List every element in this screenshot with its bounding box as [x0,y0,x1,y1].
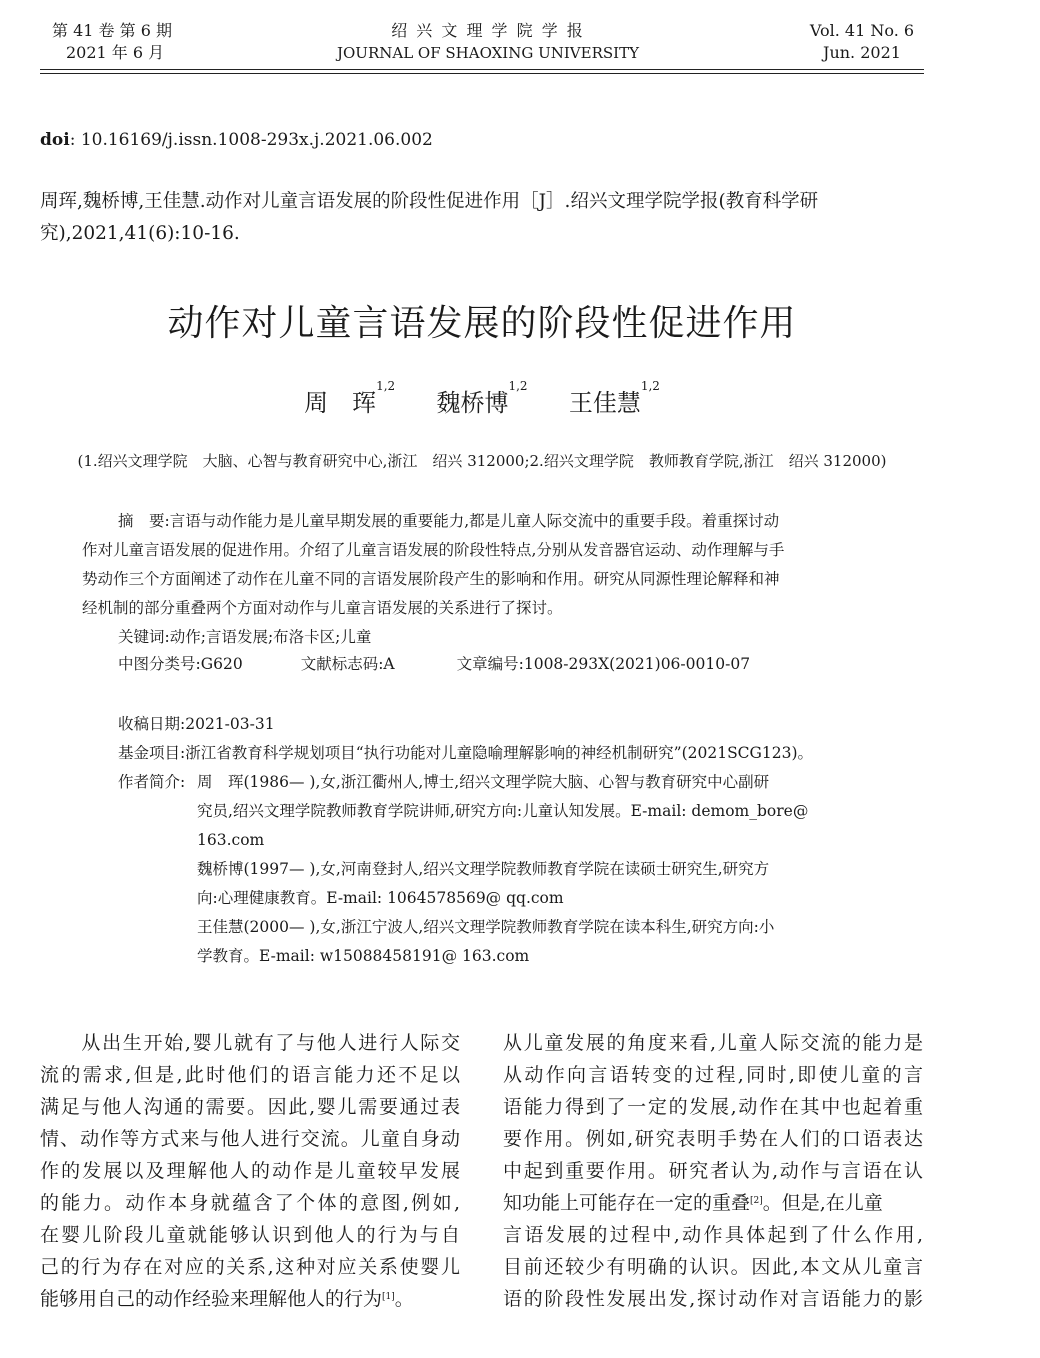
body-left-line: 的能力。动作本身就蕴含了个体的意图,例如, [40,1192,460,1214]
author-2: 魏桥博$^{1,2}$ [436,379,528,417]
clc-code: 中图分类号:G620 [118,655,243,673]
volume-en: Vol. 41 No. 6 [809,21,915,40]
body-left-last-line: 能够用自己的动作经验来理解他人的行为[1]。 [40,1288,414,1310]
body-left-column [40,1027,460,1315]
body-left-line: 情、动作等方式来与他人进行交流。儿童自身动 [40,1128,460,1150]
body-left-line: 流的需求,但是,此时他们的语言能力还不足以 [40,1064,460,1086]
bio-1-line-1: 周 珲(1986— ),女,浙江衢州人,博士,绍兴文理学院大脑、心智与教育研究中心副研 [197,773,770,791]
author-1: 周 珲$^{1,2}$ [304,379,396,417]
bio-2-line-1: 魏桥博(1997— ),女,河南登封人,绍兴文理学院教师教育学院在读硕士研究生,研究方 [197,860,770,878]
journal-name-en: JOURNAL OF SHAOXING UNIVERSITY [337,44,639,62]
body-right-line: 言语发展的过程中,动作具体起到了什么作用, [503,1224,923,1246]
body-left-line: 满足与他人沟通的需要。因此,婴儿需要通过表 [40,1096,460,1118]
header-rule-2 [40,73,924,74]
doi [40,125,433,155]
abstract-line-4: 经机制的部分重叠两个方面对动作与儿童言语发展的关系进行了探讨。 [82,599,563,617]
page-title: 动作对儿童言语发展的阶段性促进作用 [167,303,797,344]
bio-label: 作者简介: [118,773,186,791]
journal-name [300,20,676,64]
author-bios [197,768,897,971]
volume-issue: 第 41 卷 第 6 期 [52,21,172,40]
bio-1-line-2: 究员,绍兴文理学院教师教育学院讲师,研究方向:儿童认知发展。E-mail: demom_bore@ [197,802,809,820]
issue-date: 2021 年 6 月 [66,43,165,62]
body-left-line: 作的发展以及理解他人的动作是儿童较早发展 [40,1160,460,1182]
body-right-line: 目前还较少有明确的认识。因此,本文从儿童言 [503,1256,923,1278]
citation-ref[interactable]: [2] [750,1196,763,1206]
body-left-line: 在婴儿阶段儿童就能够认识到他人的行为与自 [40,1224,460,1246]
volume-info-en [800,20,924,64]
abstract-line-2: 作对儿童言语发展的促进作用。介绍了儿童言语发展的阶段性特点,分别从发音器官运动、动作理解与手 [82,541,785,559]
date-en: Jun. 2021 [823,43,901,62]
doi-label: doi [40,130,70,150]
doc-code: 文献标志码:A [300,655,395,673]
author-3: 王佳慧$^{1,2}$ [568,379,660,417]
doi-value: : 10.16169/j.issn.1008-293x.j.2021.06.002 [69,130,433,150]
author-list [40,379,924,418]
body-left-line: 己的行为存在对应的关系,这种对应关系使婴儿 [40,1256,460,1278]
body-right-line: 语的阶段性发展出发,探讨动作对言语能力的影 [503,1288,923,1310]
journal-name-cn: 绍 兴 文 理 学 院 学 报 [391,21,585,40]
bio-3-line-1: 王佳慧(2000— ),女,浙江宁波人,绍兴文理学院教师教育学院在读本科生,研究方向:小 [197,918,775,936]
citation [40,186,930,250]
header-rule [40,69,924,70]
body-right-line-cite: 知功能上可能存在一定的重叠[2]。但是,在儿童 [503,1192,883,1214]
body-right-line: 中起到重要作用。研究者认为,动作与言语在认 [503,1160,923,1182]
received-date: 收稿日期:2021-03-31 [118,715,275,733]
bio-3-line-2: 学教育。E-mail: w15088458191@ 163.com [197,947,530,965]
classification [118,650,750,679]
keywords: 关键词:动作;言语发展;布洛卡区;儿童 [118,628,372,646]
body-right-line: 语能力得到了一定的发展,动作在其中也起着重 [503,1096,923,1118]
bio-1-line-3: 163.com [197,831,265,849]
body-right-line: 从动作向言语转变的过程,同时,即使儿童的言 [503,1064,923,1086]
affiliation: (1.绍兴文理学院 大脑、心智与教育研究中心,浙江 绍兴 312000;2.绍兴文理学院 教师教育学院,浙江 绍兴 312000) [77,452,887,470]
abstract-line-3: 势动作三个方面阐述了动作在儿童不同的言语发展阶段产生的影响和作用。研究从同源性理论解释和神 [82,570,780,588]
fund-info: 基金项目:浙江省教育科学规划项目“执行功能对儿童隐喻理解影响的神经机制研究”(2021SCG123)。 [118,744,814,762]
citation-ref[interactable]: [1] [382,1292,395,1302]
issue-info [52,20,172,64]
body-left-line: 从出生开始,婴儿就有了与他人进行人际交 [40,1032,460,1054]
body-right-line: 从儿童发展的角度来看,儿童人际交流的能力是 [503,1032,923,1054]
body-right-column [503,1027,923,1315]
citation-line-2: 究),2021,41(6):10-16. [40,223,240,244]
abstract [82,507,882,623]
citation-line-1: 周珲,魏桥博,王佳慧.动作对儿童言语发展的阶段性促进作用［J］.绍兴文理学院学报(教育科学研 [40,191,819,212]
abstract-line-1: 摘 要:言语与动作能力是儿童早期发展的重要能力,都是儿童人际交流中的重要手段。着重探讨动 [118,512,780,530]
article-number: 文章编号:1008-293X(2021)06-0010-07 [456,655,751,673]
body-right-line: 要作用。例如,研究表明手势在人们的口语表达 [503,1128,923,1150]
bio-2-line-2: 向:心理健康教育。E-mail: 1064578569@ qq.com [197,889,564,907]
